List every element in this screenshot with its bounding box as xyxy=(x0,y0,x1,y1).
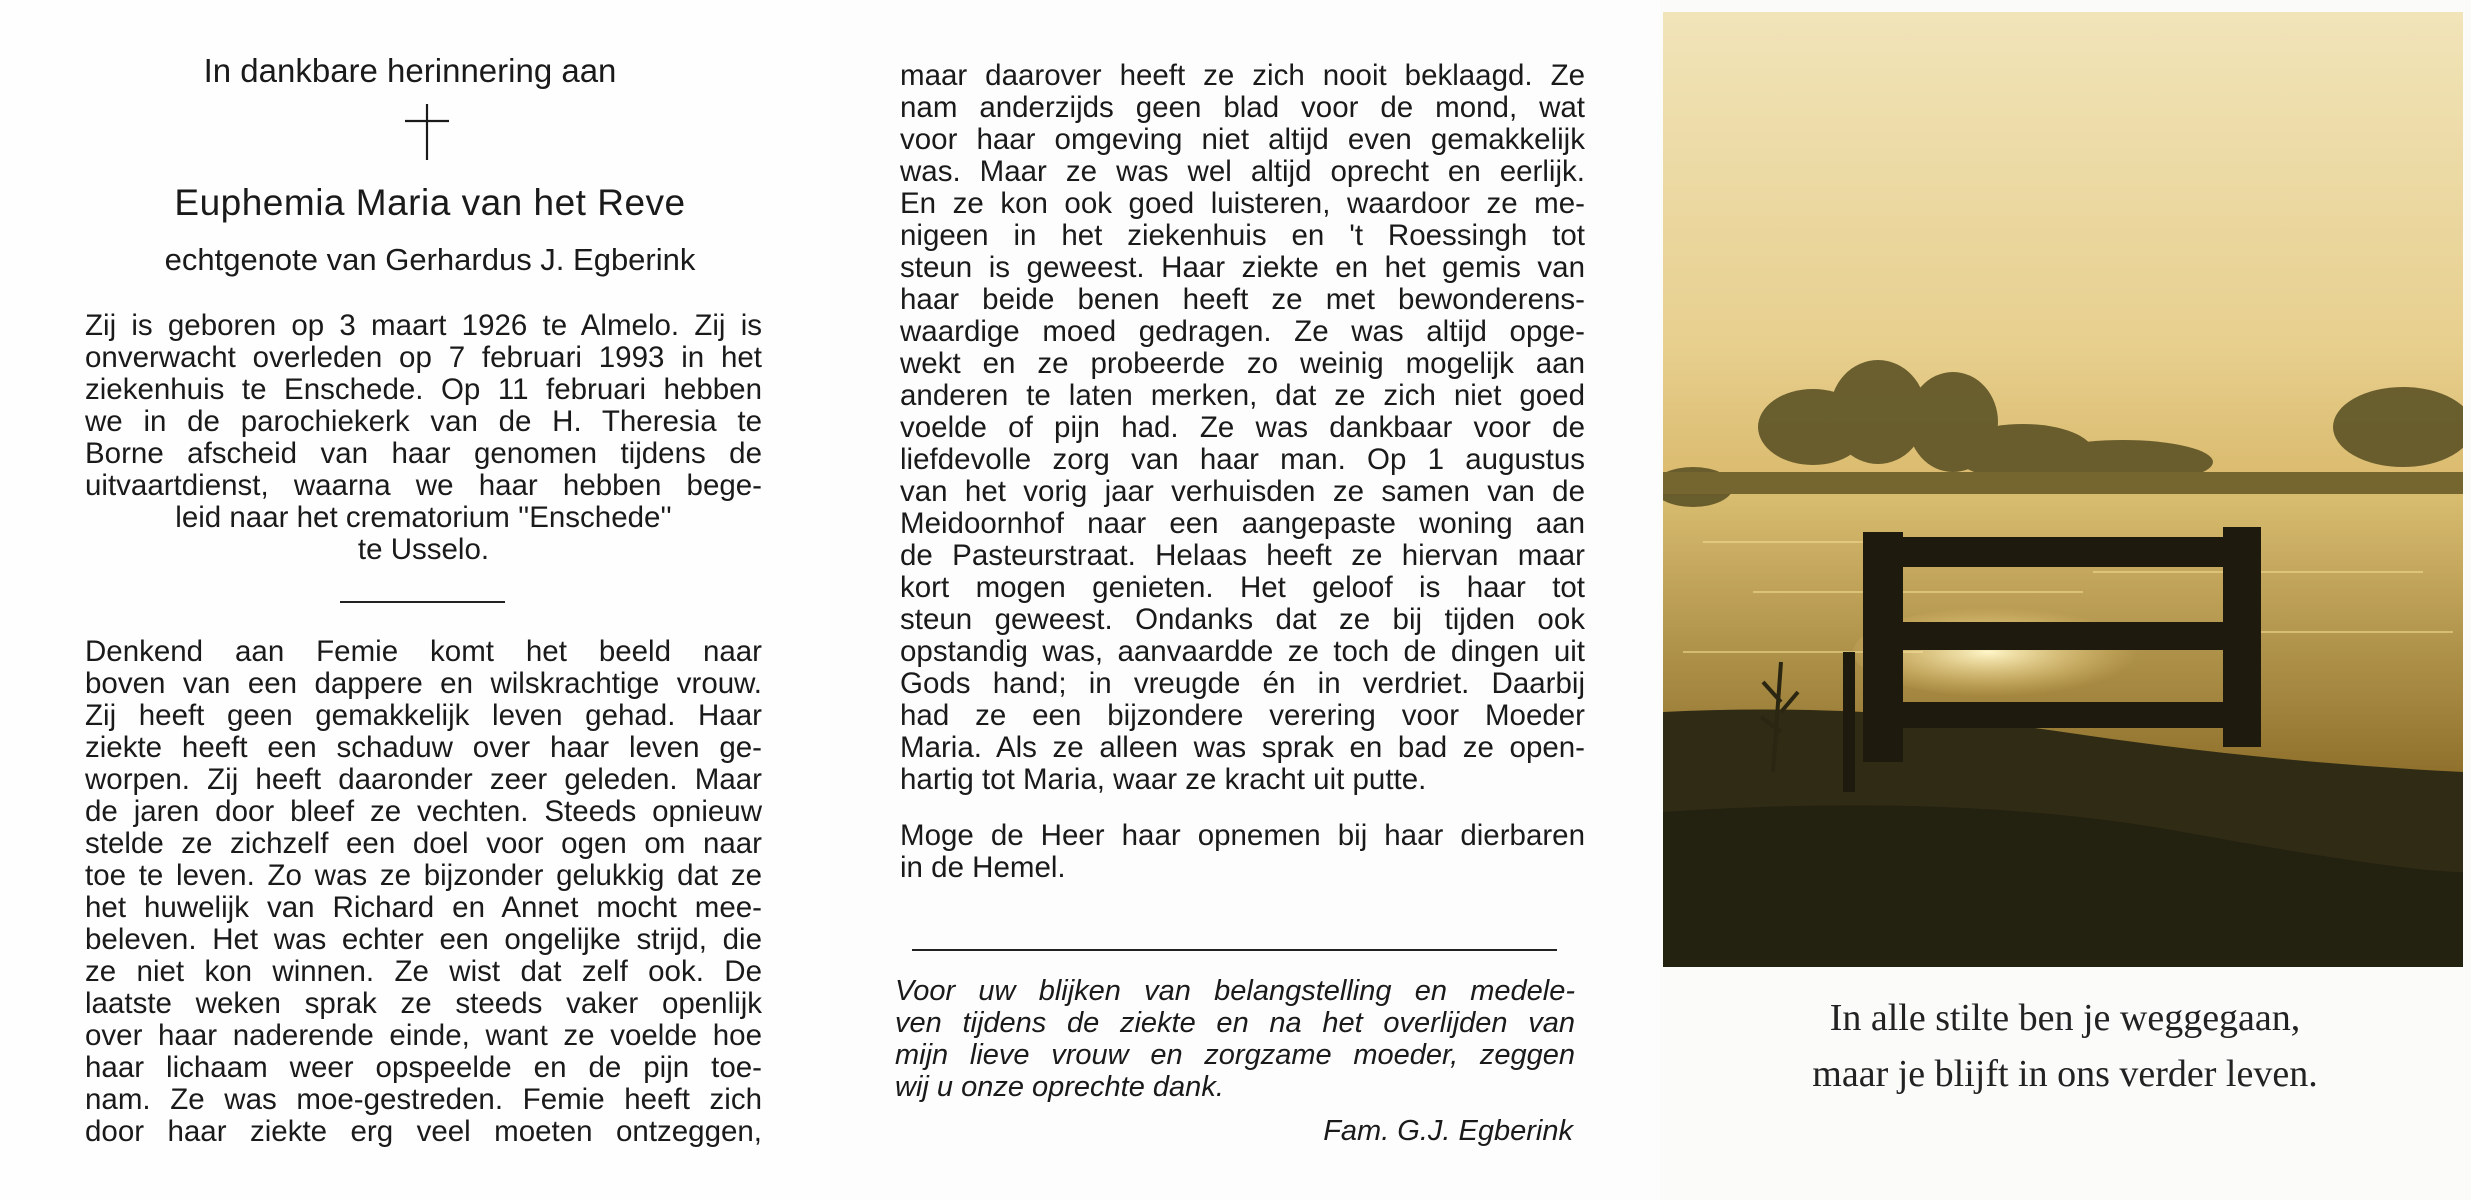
wish-line: Moge de Heer haar opnemen bij haar dierbaren xyxy=(900,819,1585,852)
biography-paragraph xyxy=(85,310,762,566)
thanks-paragraph xyxy=(895,975,1575,1103)
cross-icon xyxy=(405,104,449,160)
memory-line: Zij heeft geen gemakkelijk leven gehad. Haar xyxy=(85,699,762,732)
memory-line: van het vorig jaar verhuisden ze samen van de xyxy=(900,475,1585,508)
memory-line: steun is geweest. Haar ziekte en het gemis van xyxy=(900,251,1585,284)
memory-line: nigeen in het ziekenhuis en 't Roessingh tot xyxy=(900,219,1585,252)
thanks-line: Voor uw blijken van belangstelling en medele- xyxy=(895,975,1575,1007)
middle-panel xyxy=(830,0,1660,1200)
bio-line: uitvaartdienst, waarna we haar hebben bege- xyxy=(85,469,762,502)
memory-line: anderen te laten merken, dat ze zich niet goed xyxy=(900,379,1585,412)
memory-line: was. Maar ze was wel altijd oprecht en eerlijk. xyxy=(900,155,1585,188)
memory-line: Maria. Als ze alleen was sprak en bad ze open- xyxy=(900,731,1585,764)
thanks-line: wij u onze oprechte dank. xyxy=(895,1071,1224,1103)
memory-line: steun geweest. Ondanks dat ze bij tijden ook xyxy=(900,603,1585,636)
memory-line: voor haar omgeving niet altijd even gemakkelijk xyxy=(900,123,1585,156)
memory-line: over haar naderende einde, want ze voelde hoe xyxy=(85,1019,762,1052)
spouse-line: echtgenote van Gerhardus J. Egberink xyxy=(164,242,696,277)
deceased-name: Euphemia Maria van het Reve xyxy=(174,182,686,223)
bio-line: leid naar het crematorium ''Enschede'' xyxy=(175,501,672,534)
memory-paragraph xyxy=(85,636,762,1148)
memory-line: En ze kon ook goed luisteren, waardoor ze me- xyxy=(900,187,1585,220)
memory-line: wekt en ze probeerde zo weinig mogelijk aan xyxy=(900,347,1585,380)
memory-line: Meidoornhof naar een aangepaste woning aan xyxy=(900,507,1585,540)
memory-line: boven van een dappere en wilskrachtige vrouw. xyxy=(85,667,762,700)
bio-line: Borne afscheid van haar genomen tijdens de xyxy=(85,437,762,470)
memory-line: hartig tot Maria, waar ze kracht uit putte. xyxy=(900,763,1427,796)
poem-line: maar je blijft in ons verder leven. xyxy=(1812,1053,2318,1095)
divider xyxy=(912,949,1557,951)
wish-line: in de Hemel. xyxy=(900,851,1066,884)
bio-line: Zij is geboren op 3 maart 1926 te Almelo. Zij is xyxy=(85,309,762,342)
memory-line: Gods hand; in vreugde én in verdriet. Daarbij xyxy=(900,667,1585,700)
memory-line: maar daarover heeft ze zich nooit beklaagd. Ze xyxy=(900,59,1585,92)
left-panel xyxy=(0,0,830,1200)
memory-line: door haar ziekte erg veel moeten ontzeggen, xyxy=(85,1115,762,1148)
memory-line: toe te leven. Zo was ze bijzonder gelukkig dat ze xyxy=(85,859,762,892)
memory-line: opstandig was, aanvaardde ze toch de dingen uit xyxy=(900,635,1585,668)
bio-line: te Usselo. xyxy=(357,533,490,566)
memory-line: stelde ze zichzelf een doel voor ogen om naar xyxy=(85,827,762,860)
memory-line: had ze een bijzondere verering voor Moeder xyxy=(900,699,1585,732)
memory-line: haar lichaam weer opspeelde en de pijn toe- xyxy=(85,1051,762,1084)
memory-line: waardige moed gedragen. Ze was altijd opge- xyxy=(900,315,1585,348)
right-panel xyxy=(1660,0,2471,1200)
bio-line: onverwacht overleden op 7 februari 1993 in het xyxy=(85,341,762,374)
memory-line: ziekte heeft een schaduw over haar leven ge- xyxy=(85,731,762,764)
memory-line: nam anderzijds geen blad voor de mond, wat xyxy=(900,91,1585,124)
family-signature: Fam. G.J. Egberink xyxy=(1323,1115,1573,1147)
memory-line: laatste weken sprak ze steeds vaker openlijk xyxy=(85,987,762,1020)
memory-line: liefdevolle zorg van haar man. Op 1 augustus xyxy=(900,443,1585,476)
memory-line: kort mogen genieten. Het geloof is haar tot xyxy=(900,571,1585,604)
thanks-line: ven tijdens de ziekte en na het overlijden van xyxy=(895,1007,1575,1039)
memory-line: Denkend aan Femie komt het beeld naar xyxy=(85,635,762,668)
bio-line: we in de parochiekerk van de H. Theresia te xyxy=(85,405,762,438)
heading: In dankbare herinnering aan xyxy=(203,52,617,89)
memory-line: ze niet kon winnen. Ze wist dat zelf ook. De xyxy=(85,955,762,988)
bio-line: ziekenhuis te Enschede. Op 11 februari hebben xyxy=(85,373,762,406)
poem xyxy=(1675,990,2455,1102)
memory-line: het huwelijk van Richard en Annet mocht mee- xyxy=(85,891,762,924)
memory-continuation xyxy=(900,60,1585,796)
memory-line: beleven. Het was echter een ongelijke strijd, die xyxy=(85,923,762,956)
memory-line: de jaren door bleef ze vechten. Steeds opnieuw xyxy=(85,795,762,828)
thanks-line: mijn lieve vrouw en zorgzame moeder, zeggen xyxy=(895,1039,1575,1071)
poem-line: In alle stilte ben je weggegaan, xyxy=(1829,997,2301,1039)
memory-line: haar beide benen heeft ze met bewonderens- xyxy=(900,283,1585,316)
sunset-fence-photo xyxy=(1663,12,2463,967)
memory-line: nam. Ze was moe-gestreden. Femie heeft zich xyxy=(85,1083,762,1116)
wish-paragraph xyxy=(900,820,1585,884)
memory-line: worpen. Zij heeft daaronder zeer geleden. Maar xyxy=(85,763,762,796)
memory-line: voelde of pijn had. Ze was dankbaar voor de xyxy=(900,411,1585,444)
divider xyxy=(340,601,505,603)
memory-line: de Pasteurstraat. Helaas heeft ze hiervan maar xyxy=(900,539,1585,572)
